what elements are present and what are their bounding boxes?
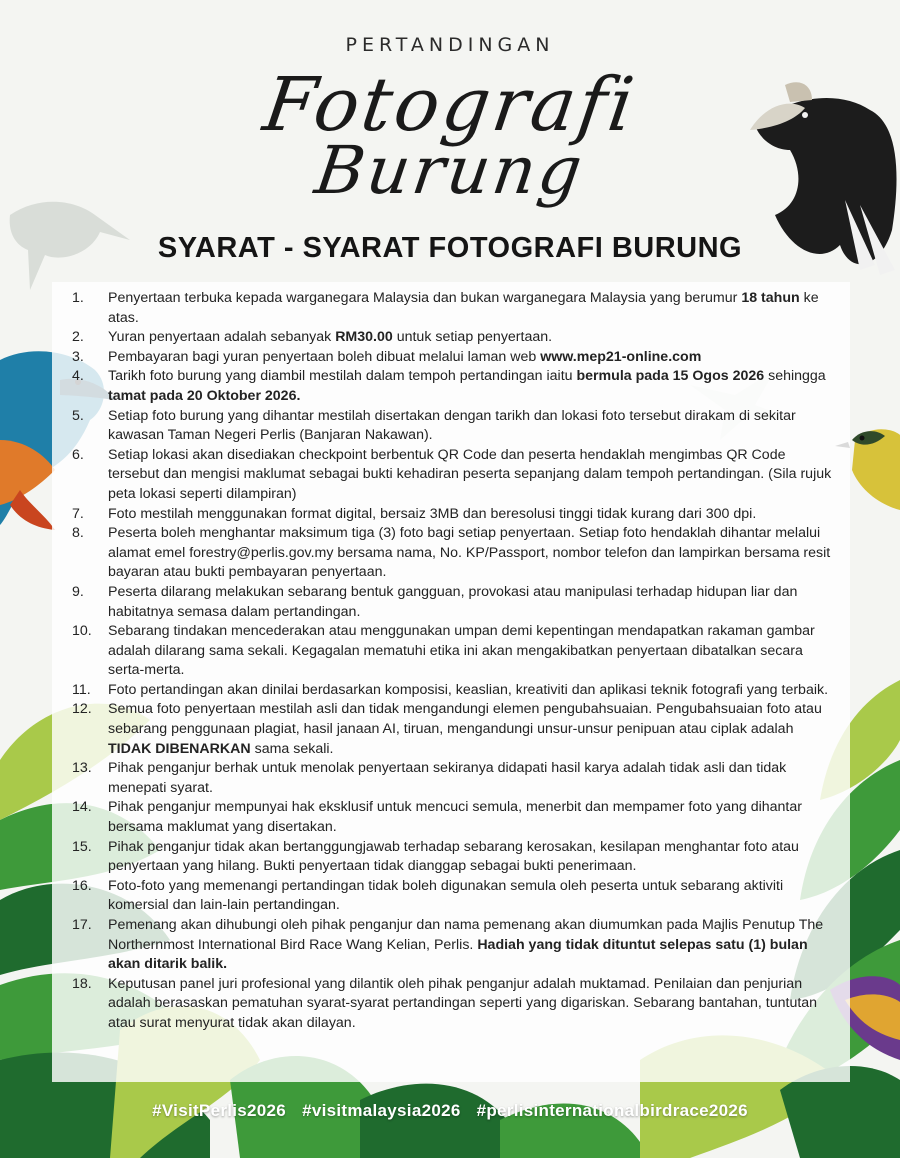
rule-text <box>108 524 832 583</box>
hashtag: #visitmalaysia2026 <box>302 1101 461 1120</box>
rule-text-part: Setiap foto burung yang dihantar mestilah disertakan dengan tarikh dan lokasi foto tersebut dirakam di sekitar kawasan Taman Negeri Perlis (Banjaran Nakawan). <box>108 407 796 444</box>
rule-text <box>108 367 832 406</box>
rule-text-part: Pemenang akan dihubungi oleh pihak penganjur dan nama pemenang akan diumumkan pada Majlis Penutup The Northernmost International Bird Race Wang Kelian, Perlis. <box>108 917 824 953</box>
rule-text-part: Penyertaan terbuka kepada warganegara Malaysia dan bukan warganegara Malaysia yang berumur <box>108 290 742 306</box>
rule-text-part: Foto pertandingan akan dinilai berdasarkan komposisi, keaslian, kreativiti dan aplikasi teknik fotografi yang terbaik. <box>108 681 829 698</box>
script-title-line1: Fotografi <box>258 62 642 148</box>
rule-text-part: Pihak penganjur tidak akan bertanggungjawab terhadap sebarang kerosakan, kesilapan menghantar foto atau penyertaan yang hilang. Bukti penyertaan tidak dianggap sebagai bukti penerimaan. <box>108 838 799 875</box>
rule-item <box>72 583 832 622</box>
rule-number: 6. <box>72 446 84 463</box>
rule-item <box>72 975 832 1034</box>
rule-number: 11. <box>72 681 91 698</box>
rule-text <box>108 348 832 368</box>
rule-item <box>72 367 832 406</box>
rule-item <box>72 328 832 348</box>
rule-number: 12. <box>72 701 92 718</box>
rule-item <box>72 838 832 877</box>
rule-text-part: Sebarang tindakan mencederakan atau menggunakan umpan demi kepentingan mendapatkan rakaman gambar adalah dilarang sama sekali. Kegagalan mematuhi etika ini akan mengakibatkan penyertaan dibatalkan secara serta-merta. <box>108 623 815 679</box>
rule-text <box>108 975 832 1034</box>
hashtag: #perlisinternationalbirdrace2026 <box>476 1101 748 1120</box>
rule-text-part: Keputusan panel juri profesional yang dilantik oleh pihak penganjur adalah muktamad. Penilaian dan penjurian adalah berasaskan pematuhan syarat-syarat pertandingan seperti yang digariskan. Sebarang bantahan, tuntutan atau surat menyurat tidak akan dilayan. <box>108 975 818 1031</box>
rule-number: 14. <box>72 799 92 816</box>
rule-text-part: Peserta boleh menghantar maksimum tiga (3) foto bagi setiap penyertaan. Setiap foto hendaklah dihantar melalui alamat emel forestry@perlis.gov.my bersama nama, No. KP/Passport, nombor telefon dan lampirkan bersama resit bayaran atau bukti pembayaran penyertaan. <box>108 525 831 581</box>
rule-item <box>72 524 832 583</box>
rule-item <box>72 700 832 759</box>
rule-text <box>108 446 832 505</box>
rule-text <box>108 700 832 759</box>
rule-text <box>108 759 832 798</box>
rule-item <box>72 681 832 701</box>
rule-number: 2. <box>72 329 84 346</box>
rule-text <box>108 289 832 328</box>
rule-text <box>108 838 832 877</box>
rule-text <box>108 681 832 701</box>
script-title-line2: Burung <box>310 132 590 209</box>
rule-item <box>72 505 832 525</box>
rule-text <box>108 407 832 446</box>
rule-item <box>72 446 832 505</box>
rule-text-part: Setiap lokasi akan disediakan checkpoint berbentuk QR Code dan peserta hendaklah mengimbas QR Code tersebut dan mengisi maklumat sebagai bukti kehadiran peserta sepanjang dalam tempoh pertandingan. (Sila rujuk peta lokasi seperti dilampiran) <box>108 446 832 502</box>
rule-text-bold: www.mep21-online.com <box>540 348 702 365</box>
rule-number: 15. <box>72 838 92 855</box>
rule-text-part: Foto mestilah menggunakan format digital, bersaiz 3MB dan beresolusi tinggi tidak kurang dari 300 dpi. <box>108 505 757 522</box>
rule-number: 4. <box>72 368 84 385</box>
rule-text-part: Peserta dilarang melakukan sebarang bentuk gangguan, provokasi atau manipulasi terhadap hidupan liar dan habitatnya semasa dalam pertandingan. <box>108 583 798 620</box>
rule-item <box>72 916 832 975</box>
rule-item <box>72 798 832 837</box>
rule-text-part: Pihak penganjur mempunyai hak eksklusif untuk mencuci semula, menerbit dan mempamer foto yang dihantar bersama maklumat yang disertakan. <box>108 799 802 836</box>
rule-text-bold: TIDAK DIBENARKAN <box>108 740 251 757</box>
rule-text <box>108 583 832 622</box>
rule-number: 7. <box>72 505 84 522</box>
rules-list <box>72 289 832 1034</box>
rule-text <box>108 505 832 525</box>
rule-item <box>72 407 832 446</box>
rule-text-bold: Hadiah yang tidak dituntut selepas satu (1) bulan akan ditarik balik. <box>108 936 808 973</box>
rule-text-part: ke atas. <box>108 290 819 326</box>
rule-text-part: sama sekali. <box>250 740 334 757</box>
rule-text-bold: bermula pada 15 Ogos 2026 <box>576 368 765 385</box>
rule-item <box>72 877 832 916</box>
rule-number: 13. <box>72 760 92 777</box>
rule-number: 17. <box>72 917 92 933</box>
rule-item <box>72 348 832 368</box>
rule-item <box>72 622 832 681</box>
rule-number: 10. <box>72 623 92 640</box>
rule-number: 5. <box>72 407 84 424</box>
rule-text-part: Tarikh foto burung yang diambil mestilah dalam tempoh pertandingan iaitu <box>108 368 577 385</box>
rule-text-part: Pembayaran bagi yuran penyertaan boleh dibuat melalui laman web <box>108 348 541 365</box>
rule-text <box>108 916 832 975</box>
rule-text <box>108 877 832 916</box>
eyebrow-label: PERTANDINGAN <box>345 34 555 56</box>
rule-number: 9. <box>72 583 84 600</box>
rule-item <box>72 759 832 798</box>
hashtag: #VisitPerlis2026 <box>152 1101 287 1120</box>
rule-number: 1. <box>72 290 84 306</box>
rule-text-bold: RM30.00 <box>335 329 393 346</box>
rule-text-part: Foto-foto yang memenangi pertandingan tidak boleh digunakan semula oleh peserta untuk sebarang aktiviti komersial dan lain-lain pertandingan. <box>108 877 784 914</box>
rule-text <box>108 798 832 837</box>
rule-text-bold: tamat pada 20 Oktober 2026. <box>108 387 301 404</box>
rule-number: 3. <box>72 348 84 365</box>
rule-number: 8. <box>72 525 84 542</box>
rule-number: 16. <box>72 877 92 894</box>
rule-text-part: Pihak penganjur berhak untuk menolak penyertaan sekiranya didapati hasil karya adalah tidak asli dan tidak menepati syarat. <box>108 760 787 796</box>
rule-number: 18. <box>72 975 92 992</box>
rule-text-part: sehingga <box>764 368 826 385</box>
page-heading: SYARAT - SYARAT FOTOGRAFI BURUNG <box>157 232 743 264</box>
hashtag-bar <box>0 1101 900 1121</box>
rule-text <box>108 328 832 348</box>
rule-text-part: Yuran penyertaan adalah sebanyak <box>108 329 336 346</box>
rule-item <box>72 289 832 328</box>
rule-text-bold: 18 tahun <box>741 290 800 306</box>
rule-text-part: untuk setiap penyertaan. <box>392 329 553 346</box>
rule-text <box>108 622 832 681</box>
rule-text-part: Semua foto penyertaan mestilah asli dan tidak mengandungi elemen pengubahsuaian. Pengubahsuaian foto atau sebarang penggunaan plagiat, hasil janaan AI, tiruan, mengandungi unsur-unsur penipuan atau ciplak adalah <box>108 701 822 738</box>
